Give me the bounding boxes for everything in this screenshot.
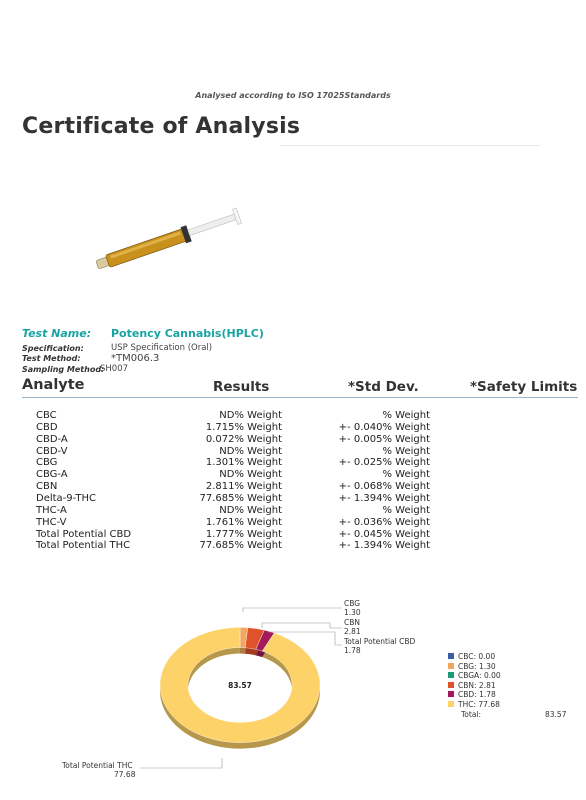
specification-value: USP Specification (Oral) xyxy=(111,343,213,353)
test-method-label: Test Method: xyxy=(22,354,81,363)
legend-label: THC: xyxy=(458,699,476,709)
table-row xyxy=(0,493,586,505)
test-name-label: Test Name: xyxy=(22,327,92,340)
legend-item xyxy=(448,671,501,681)
analyte-std-dev: +- 0.040% Weight xyxy=(338,421,430,433)
table-row xyxy=(0,517,586,529)
analyte-std-dev: +- 0.025% Weight xyxy=(338,457,430,469)
test-name-value: Potency Cannabis(HPLC) xyxy=(111,327,264,340)
analyte-result: ND% Weight xyxy=(219,504,282,516)
legend-total-value: 83.57 xyxy=(545,709,567,719)
legend-label: CBD: xyxy=(458,690,477,700)
table-row xyxy=(0,422,586,434)
callout-cbn: CBN 2.81 xyxy=(344,618,361,636)
legend-value: 77.68 xyxy=(478,699,500,709)
header-divider xyxy=(22,397,578,398)
specification-label: Specification: xyxy=(22,344,84,353)
legend-value: 0.00 xyxy=(483,671,501,681)
analyte-result: 1.761% Weight xyxy=(205,516,282,528)
legend-value: 1.30 xyxy=(478,661,496,671)
analyte-name: CBD-A xyxy=(36,433,68,445)
legend-item xyxy=(448,690,501,700)
analyte-std-dev: +- 1.394% Weight xyxy=(338,540,430,552)
table-row xyxy=(0,469,586,481)
column-header-analyte: Analyte xyxy=(22,377,85,393)
donut-center-total: 83.57 xyxy=(228,681,252,690)
analyte-result: 77.685% Weight xyxy=(199,540,282,552)
table-row xyxy=(0,529,586,541)
analyte-std-dev: % Weight xyxy=(382,469,430,481)
legend-swatch xyxy=(448,701,454,707)
page-title: Certificate of Analysis xyxy=(22,114,301,139)
callout-leader-line xyxy=(262,623,342,628)
legend-item xyxy=(448,662,501,672)
analyte-std-dev: +- 0.005% Weight xyxy=(338,433,430,445)
potency-donut-chart xyxy=(0,590,440,790)
analyte-std-dev: +- 1.394% Weight xyxy=(338,492,430,504)
callout-leader-line xyxy=(243,608,342,612)
analyte-result: 1.715% Weight xyxy=(205,421,282,433)
analyte-name: Delta-9-THC xyxy=(36,492,96,504)
analyte-result: ND% Weight xyxy=(219,469,282,481)
analyte-result: 1.301% Weight xyxy=(205,457,282,469)
legend-value: 2.81 xyxy=(478,680,496,690)
analyte-name: Total Potential THC xyxy=(36,540,131,552)
analyte-std-dev: % Weight xyxy=(382,504,430,516)
sampling-method-label: Sampling Method: xyxy=(22,365,105,374)
legend-label: CBC: xyxy=(458,652,477,661)
chart-legend xyxy=(448,652,567,719)
column-header-std-dev: *Std Dev. xyxy=(348,379,419,395)
analyte-name: CBN xyxy=(36,481,58,493)
table-row xyxy=(0,540,586,552)
legend-swatch xyxy=(448,653,454,659)
test-method-value: *TM006.3 xyxy=(111,353,160,364)
legend-label: CBN: xyxy=(458,680,477,690)
callout-total-potential-cbd: Total Potential CBD 1.78 xyxy=(344,637,416,655)
legend-total xyxy=(448,709,567,720)
legend-item xyxy=(448,652,501,662)
analyte-result: 1.777% Weight xyxy=(205,528,282,540)
legend-label: CBG: xyxy=(458,661,477,671)
analyte-result: 2.811% Weight xyxy=(205,481,282,493)
legend-item xyxy=(448,681,501,691)
analyte-result: ND% Weight xyxy=(219,445,282,457)
analyte-name: CBC xyxy=(36,410,57,421)
callout-cbg: CBG 1.30 xyxy=(344,599,361,617)
analyte-result: 77.685% Weight xyxy=(199,492,282,504)
column-header-safety-limits: *Safety Limits xyxy=(470,379,578,395)
analyte-std-dev: % Weight xyxy=(382,445,430,457)
analyte-std-dev: % Weight xyxy=(382,410,430,421)
legend-swatch xyxy=(448,663,454,669)
table-row xyxy=(0,505,586,517)
table-row xyxy=(0,434,586,446)
legend-total-label: Total: xyxy=(461,709,482,719)
table-row xyxy=(0,446,586,458)
analyte-name: THC-V xyxy=(36,516,67,528)
analyte-name: CBD xyxy=(36,421,58,433)
sampling-method-value: SH007 xyxy=(100,364,129,374)
legend-swatch xyxy=(448,691,454,697)
analyte-name: CBG-A xyxy=(36,469,68,481)
legend-label: CBGA: xyxy=(458,671,482,681)
analyte-name: THC-A xyxy=(36,504,67,516)
iso-note: Analysed according to ISO 17025Standards xyxy=(195,91,391,100)
column-header-results: Results xyxy=(213,379,270,395)
table-row xyxy=(0,410,586,422)
legend-swatch xyxy=(448,682,454,688)
callout-total-potential-thc: Total Potential THC 77.68 xyxy=(62,761,136,779)
legend-value: 1.78 xyxy=(479,690,496,700)
analyte-result: ND% Weight xyxy=(219,410,282,421)
analyte-result: 0.072% Weight xyxy=(205,433,282,445)
callout-leader-line xyxy=(140,758,222,768)
legend-value: 0.00 xyxy=(478,652,496,661)
analyte-name: CBG xyxy=(36,457,58,469)
analyte-name: CBD-V xyxy=(36,445,68,457)
analyte-std-dev: +- 0.045% Weight xyxy=(338,528,430,540)
analyte-std-dev: +- 0.068% Weight xyxy=(338,481,430,493)
analyte-name: Total Potential CBD xyxy=(36,528,132,540)
legend-item xyxy=(448,700,501,710)
legend-swatch xyxy=(448,672,454,678)
analyte-std-dev: +- 0.036% Weight xyxy=(338,516,430,528)
syringe-image xyxy=(88,205,248,275)
table-row xyxy=(0,457,586,469)
table-row xyxy=(0,481,586,493)
title-divider xyxy=(280,145,540,146)
